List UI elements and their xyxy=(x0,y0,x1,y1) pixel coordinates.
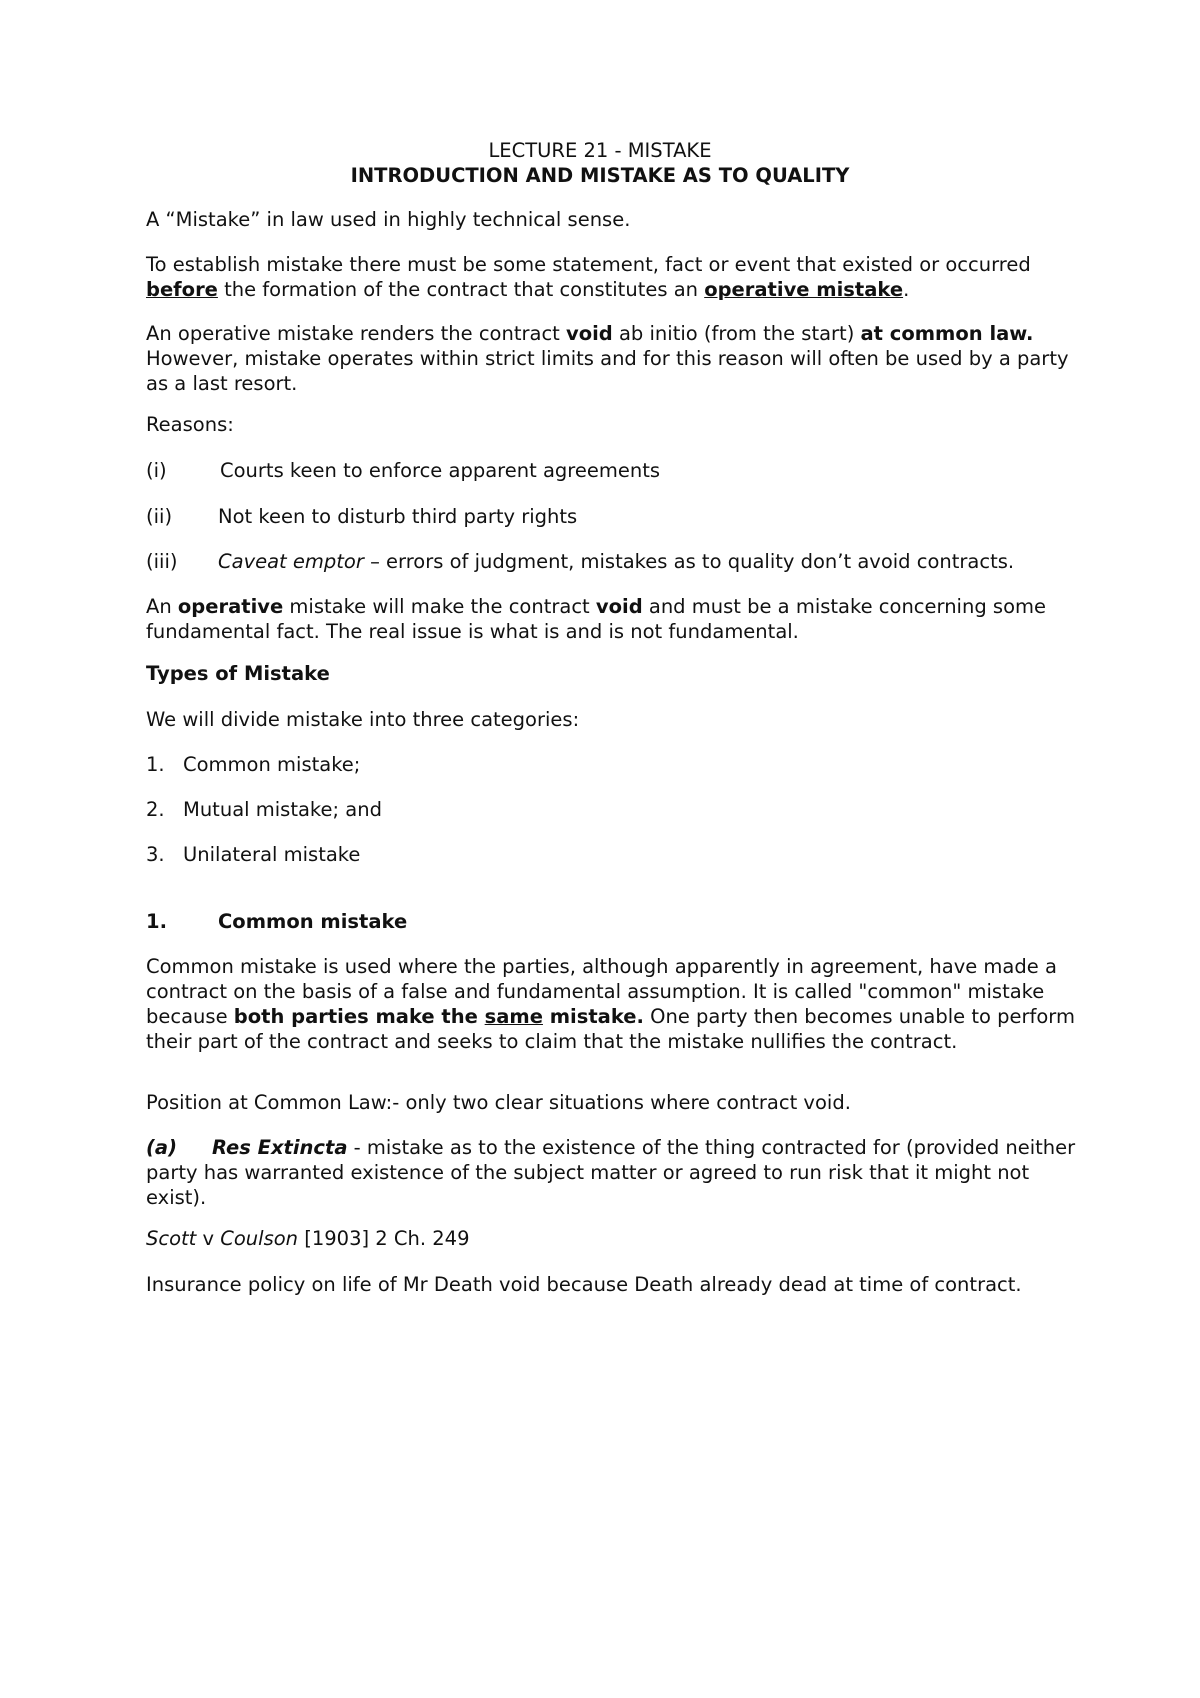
type-number: 1. xyxy=(146,753,165,776)
type-number: 3. xyxy=(146,843,165,866)
reason-number: (ii) xyxy=(146,505,173,528)
res-extincta-paragraph: (a) Res Extincta - mistake as to the existence of the thing contracted for (provided neither party has warranted existence of the subject matter or agreed to run risk that it might not exist). xyxy=(146,1136,1076,1209)
types-heading: Types of Mistake xyxy=(146,662,330,685)
section-number: 1. xyxy=(146,910,167,933)
operative-paragraph: An operative mistake will make the contract void and must be a mistake concerning some fundamental fact. The real issue is what is and is not fundamental. xyxy=(146,595,1046,643)
types-intro: We will divide mistake into three categories: xyxy=(146,708,580,731)
intro-paragraph-2: To establish mistake there must be some statement, fact or event that existed or occurred before the formation of the contract that constitutes an operative mistake. xyxy=(146,253,1031,301)
intro-paragraph-1: A “Mistake” in law used in highly technical sense. xyxy=(146,208,631,231)
type-text: Unilateral mistake xyxy=(183,843,361,866)
case-citation: Scott v Coulson [1903] 2 Ch. 249 xyxy=(146,1227,470,1250)
title-line-2: INTRODUCTION AND MISTAKE AS TO QUALITY xyxy=(350,164,850,187)
type-number: 2. xyxy=(146,798,165,821)
intro-paragraph-3: An operative mistake renders the contract void ab initio (from the start) at common law. However, mistake operates within strict limits and for this reason will often be used by a party as a last resort. xyxy=(146,322,1069,395)
position-common-law: Position at Common Law:- only two clear situations where contract void. xyxy=(146,1091,851,1114)
type-text: Mutual mistake; and xyxy=(183,798,382,821)
title-line-1: LECTURE 21 - MISTAKE xyxy=(488,139,712,162)
reason-text: Not keen to disturb third party rights xyxy=(218,505,578,528)
reason-text: Caveat emptor – errors of judgment, mistakes as to quality don’t avoid contracts. xyxy=(218,550,1015,573)
section-title: Common mistake xyxy=(218,910,408,933)
reasons-label: Reasons: xyxy=(146,413,234,436)
reason-number: (i) xyxy=(146,459,167,482)
type-text: Common mistake; xyxy=(183,753,361,776)
reason-text: Courts keen to enforce apparent agreements xyxy=(220,459,661,482)
common-mistake-paragraph: Common mistake is used where the parties, although apparently in agreement, have made a contract on the basis of a false and fundamental assumption. It is called "common" mistake because both parties make the same mistake. One party then becomes unable to perform their part of the contract and seeks to claim that the mistake nullifies the contract. xyxy=(146,955,1075,1053)
case-note: Insurance policy on life of Mr Death void because Death already dead at time of contract. xyxy=(146,1273,1022,1296)
lecture-title xyxy=(0,138,1200,188)
reason-number: (iii) xyxy=(146,550,178,573)
